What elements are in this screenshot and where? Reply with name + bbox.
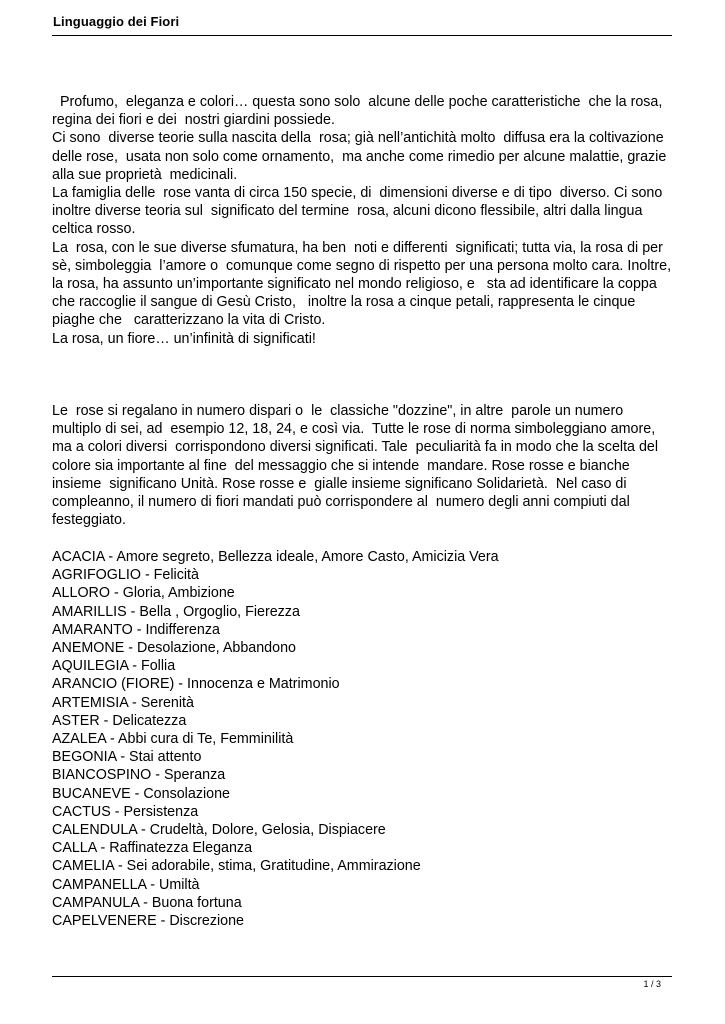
list-item: BEGONIA - Stai attento — [52, 749, 202, 766]
list-item: ALLORO - Gloria, Ambizione — [52, 585, 235, 602]
colors-section — [52, 402, 674, 529]
list-item: AMARANTO - Indifferenza — [52, 621, 220, 638]
header-divider — [52, 35, 672, 36]
list-item: ARANCIO (FIORE) - Innocenza e Matrimonio — [52, 676, 340, 693]
list-item: CAPELVENERE - Discrezione — [52, 913, 245, 930]
list-item: AMARILLIS - Bella , Orgoglio, Fierezza — [52, 603, 300, 620]
list-item: CACTUS - Persistenza — [52, 803, 199, 820]
list-item: BIANCOSPINO - Speranza — [52, 767, 226, 784]
list-item: CAMPANELLA - Umiltà — [52, 876, 200, 893]
intro-paragraph: Profumo, eleganza e colori… questa sono solo alcune delle poche caratteristiche che la rosa, regina dei fiori e dei nostri giardini possiede. Ci sono diverse teorie sulla nascita della rosa; già nell’antichità molto diffusa era la coltivazione delle rose, usata non solo come ornamento, ma anche come rimedio per alcune malattie, grazie alla sue proprietà medicinali. La famiglia delle rose vanta di circa 150 specie, di dimensioni diverse e di tipo diverso. Ci sono inoltre diverse teoria sul significato del termine rosa, alcuni dicono flessibile, altri dalla lingua celtica rosso. La rosa, con le sue diverse sfumatura, ha ben noti e differenti significati; tutta via, la rosa di per sè, simboleggia l’amore o comunque come segno di rispetto per una persona molto cara. Inoltre, la rosa, ha assunto un’importante significato nel mondo religioso, e sta ad identificare la coppa che raccoglie il sangue di Gesù Cristo, inoltre la rosa a cinque petali, rappresenta le cinque piaghe che caratterizzano la vita di Cristo. La rosa, un fiore… un’infinità di significati! — [52, 94, 672, 347]
footer-divider — [52, 976, 672, 977]
intro-section — [52, 93, 674, 348]
flower-meaning-list — [52, 548, 674, 930]
page-number: 1 / 3 — [643, 979, 661, 989]
list-item: ASTER - Delicatezza — [52, 712, 187, 729]
list-item: BUCANEVE - Consolazione — [52, 785, 230, 802]
list-item: CALLA - Raffinatezza Eleganza — [52, 840, 253, 857]
list-item: CAMELIA - Sei adorabile, stima, Gratitudine, Ammirazione — [52, 858, 421, 875]
list-item: ARTEMISIA - Serenità — [52, 694, 194, 711]
colors-paragraph: Le rose si regalano in numero dispari o le classiche "dozzine", in altre parole un numero multiplo di sei, ad esempio 12, 18, 24, e così via. Tutte le rose di norma simboleggiano amore, ma a colori diversi corrispondono diversi significati. Tale peculiarità fa in modo che la scelta del colore sia importante al fine del messaggio che si intende mandare. Rose rosse e bianche insieme significano Unità. Rose rosse e gialle insieme significano Solidarietà. Nel caso di compleanno, il numero di fiori mandati può corrispondere al numero degli anni compiuti dal festeggiato. — [52, 403, 663, 529]
list-item: AZALEA - Abbi cura di Te, Femminilità — [52, 731, 294, 748]
page-header-title: Linguaggio dei Fiori — [53, 14, 180, 29]
list-item: ANEMONE - Desolazione, Abbandono — [52, 640, 296, 657]
list-item: CALENDULA - Crudeltà, Dolore, Gelosia, Dispiacere — [52, 822, 386, 839]
list-item: AQUILEGIA - Follia — [52, 658, 176, 675]
list-item: AGRIFOGLIO - Felicità — [52, 567, 199, 584]
list-item: CAMPANULA - Buona fortuna — [52, 894, 242, 911]
list-item: ACACIA - Amore segreto, Bellezza ideale, Amore Casto, Amicizia Vera — [52, 549, 499, 565]
